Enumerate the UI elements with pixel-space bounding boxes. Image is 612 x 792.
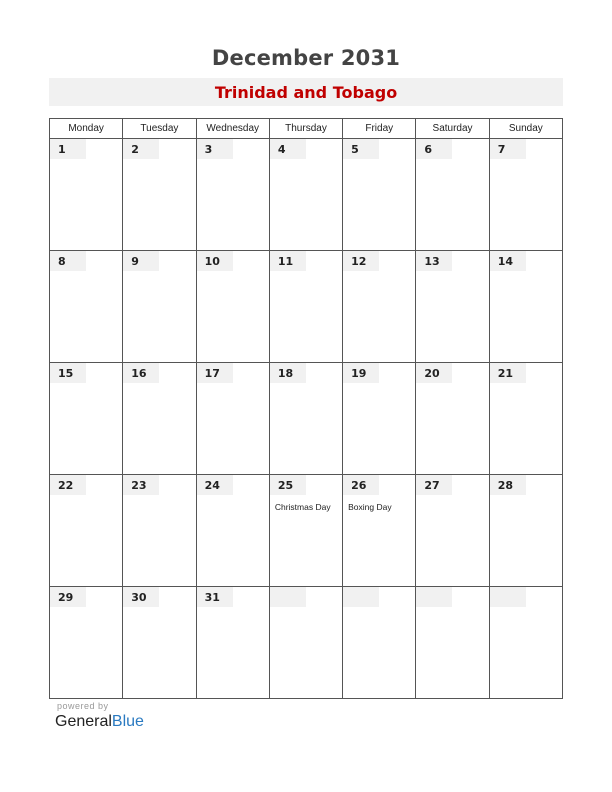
holiday-label: Christmas Day [274,502,331,512]
weekday-tuesday: Tuesday [123,119,196,139]
country-name: Trinidad and Tobago [214,83,398,102]
calendar-day-cell [50,139,123,251]
day-number: 4 [270,139,306,159]
calendar-day-cell [196,251,269,363]
calendar-day-cell [416,475,489,587]
calendar-day-cell [269,251,342,363]
page-title: December 2031 [211,46,401,70]
calendar-day-cell [489,475,562,587]
calendar-day-cell [489,251,562,363]
calendar-day-cell [343,475,416,587]
calendar-day-cell [489,139,562,251]
day-number: 8 [50,251,86,271]
day-number: 9 [123,251,159,271]
day-number: 16 [123,363,159,383]
day-number: 5 [343,139,379,159]
country-banner [49,78,563,106]
calendar-day-cell [196,475,269,587]
weekday-thursday: Thursday [269,119,342,139]
calendar-day-cell [489,363,562,475]
calendar-day-cell [123,251,196,363]
day-number: 23 [123,475,159,495]
powered-by-label: powered by [57,701,109,711]
calendar-day-cell [123,587,196,699]
calendar-day-cell [50,363,123,475]
calendar-week-row [50,475,563,587]
day-number: 28 [490,475,526,495]
day-number: 26 [343,475,379,495]
calendar-day-cell [343,139,416,251]
calendar-day-cell [269,475,342,587]
calendar-day-cell [269,587,342,699]
day-number: 13 [416,251,452,271]
day-number: 2 [123,139,159,159]
calendar-day-cell [196,139,269,251]
calendar-day-cell [123,363,196,475]
day-number: 6 [416,139,452,159]
brand-name-general: General [55,713,112,730]
day-number: 27 [416,475,452,495]
calendar-week-row [50,587,563,699]
brand-name-blue: Blue [111,713,144,730]
calendar-day-cell [343,587,416,699]
day-number [270,587,306,607]
calendar-day-cell [196,587,269,699]
day-number: 3 [197,139,233,159]
calendar-day-cell [343,251,416,363]
calendar-day-cell [343,363,416,475]
calendar-day-cell [269,363,342,475]
calendar-day-cell [123,475,196,587]
calendar-day-cell [123,139,196,251]
calendar-day-cell [416,139,489,251]
day-number: 11 [270,251,306,271]
weekday-monday: Monday [50,119,123,139]
brand-logo [55,713,144,731]
day-number [490,587,526,607]
day-number: 21 [490,363,526,383]
calendar-week-row [50,139,563,251]
day-number: 7 [490,139,526,159]
calendar-day-cell [416,251,489,363]
weekday-saturday: Saturday [416,119,489,139]
day-number [416,587,452,607]
day-number: 24 [197,475,233,495]
day-number: 1 [50,139,86,159]
calendar-day-cell [416,363,489,475]
holiday-label: Boxing Day [348,502,392,512]
weekday-wednesday: Wednesday [196,119,269,139]
day-number: 15 [50,363,86,383]
day-number: 25 [270,475,306,495]
day-number: 22 [50,475,86,495]
calendar-day-cell [489,587,562,699]
day-number: 18 [270,363,306,383]
calendar-day-cell [50,587,123,699]
day-number: 14 [490,251,526,271]
calendar-day-cell [416,587,489,699]
day-number: 19 [343,363,379,383]
calendar-day-cell [196,363,269,475]
day-number [343,587,379,607]
calendar-grid [49,118,563,699]
calendar-day-cell [50,475,123,587]
calendar-day-cell [50,251,123,363]
calendar-day-cell [269,139,342,251]
day-number: 10 [197,251,233,271]
weekday-friday: Friday [343,119,416,139]
day-number: 29 [50,587,86,607]
day-number: 30 [123,587,159,607]
day-number: 31 [197,587,233,607]
day-number: 17 [197,363,233,383]
day-number: 12 [343,251,379,271]
weekday-sunday: Sunday [489,119,562,139]
calendar-week-row [50,251,563,363]
day-number: 20 [416,363,452,383]
weekday-header-row [50,119,563,139]
calendar-week-row [50,363,563,475]
